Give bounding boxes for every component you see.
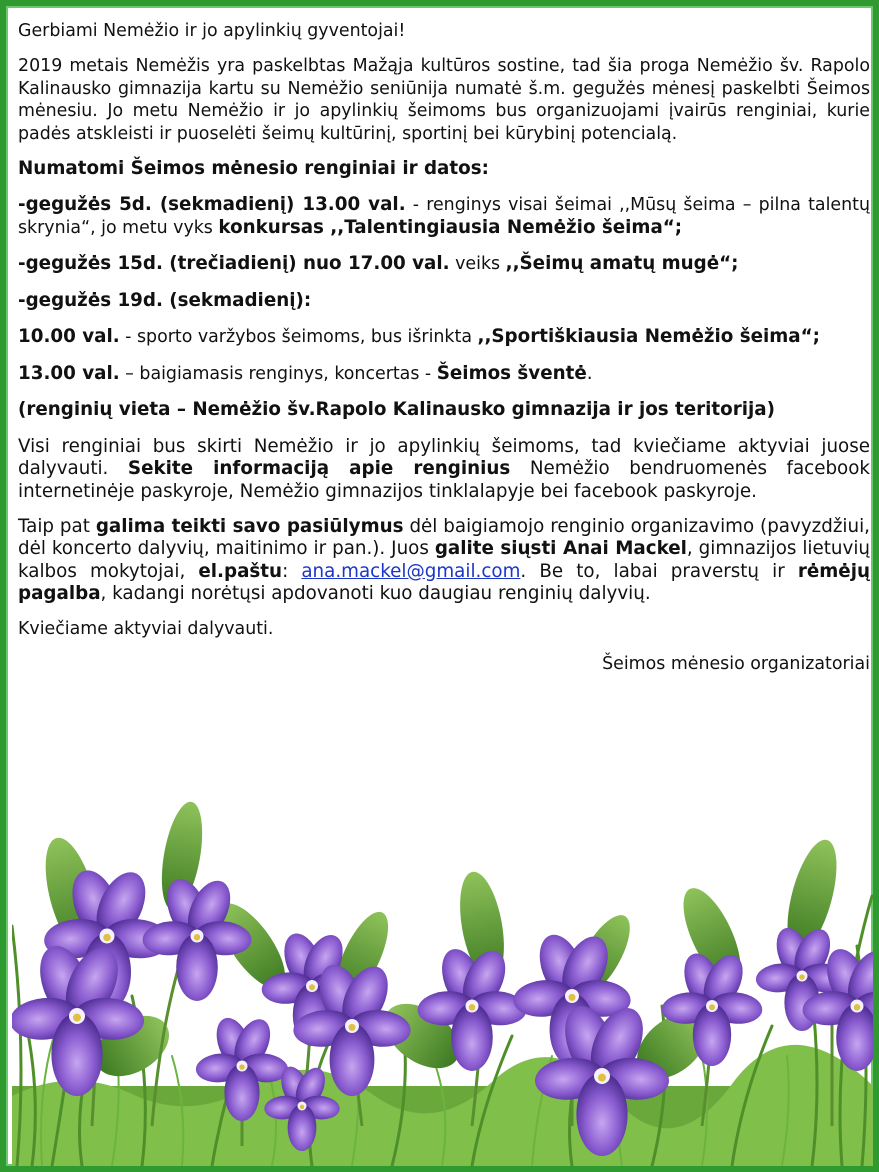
- prop-bold-1: galima teikti savo pasiūlymus: [95, 515, 404, 537]
- invite-paragraph: [18, 436, 870, 504]
- proposals-paragraph: [18, 516, 870, 606]
- prop-bold-3: el.paštu: [198, 560, 283, 582]
- event-sport-title: ,,Sportiškiausia Nemėžio šeima“;: [477, 326, 820, 347]
- greeting: Gerbiami Nemėžio ir jo apylinkių gyventojai!: [18, 21, 406, 41]
- events-heading: [18, 158, 870, 181]
- prop-text-2: dėl baigiamojo renginio organizavimo (pavyzdžiui, dėl koncerto dalyvių, maitinimo ir pan.). Juos: [18, 515, 870, 559]
- event-may-19-date: -gegužės 19d. (sekmadienį):: [18, 289, 312, 311]
- event-may-19-concert: [18, 363, 870, 386]
- intro-paragraph: 2019 metais Nemėžis yra paskelbtas Mažąja kultūros sostine, tad šia proga Nemėžio šv. Rapolo Kalinausko gimnazija kartu su Nemėžio seniūnija numatė š.m. gegužės mėnesį paskelbti Šeimos mėnesiu. Jo metu Nemėžio ir jo apylinkių šeimoms bus organizuojami įvairūs renginiai, kurie padės atskleisti ir puoselėti šeimų kultūrinį, sportinį bei kūrybinį potencialą.: [18, 56, 870, 144]
- event-may-5-contest: konkursas ,,Talentingiausia Nemėžio šeima“;: [218, 216, 683, 238]
- prop-text-5: . Be to, labai praverstų ir: [520, 560, 798, 582]
- prop-bold-4: rėmėjų pagalba: [18, 560, 870, 604]
- prop-text-6: , kadangi norėtųsi apdovanoti kuo daugiau renginių dalyvių.: [100, 583, 651, 604]
- event-may-5-date: -gegužės 5d. (sekmadienį) 13.00 val.: [18, 194, 406, 215]
- letter-content: [18, 20, 870, 688]
- event-may-15-text: veiks: [449, 254, 506, 274]
- prop-bold-2: galite siųsti Anai Mackel: [434, 538, 687, 559]
- event-may-15-date: -gegužės 15d. (trečiadienį) nuo 17.00 val.: [18, 253, 450, 274]
- events-heading-text: Numatomi Šeimos mėnesio renginiai ir datos:: [18, 157, 489, 179]
- event-may-5: [18, 194, 870, 239]
- venue-text: (renginių vieta – Nemėžio šv.Rapolo Kalinausko gimnazija ir jos teritorija): [18, 399, 775, 420]
- event-may-19-sport: [18, 326, 870, 349]
- invite-text-1: Visi renginiai bus skirti Nemėžio ir jo apylinkių šeimoms, tad kviečiame aktyviai juose dalyvauti.: [18, 435, 870, 479]
- invite-text-2: Nemėžio bendruomenės facebook internetinėje paskyroje, Nemėžio gimnazijos tinklalapyje bei facebook paskyroje.: [18, 458, 871, 502]
- event-may-15: [18, 253, 870, 276]
- event-concert-text: – baigiamasis renginys, koncertas -: [119, 363, 437, 384]
- prop-text-3: , gimnazijos lietuvių kalbos mokytojai,: [18, 538, 870, 582]
- closing-line: Kviečiame aktyviai dalyvauti.: [18, 619, 274, 639]
- event-may-15-fair: ,,Šeimų amatų mugė“;: [505, 253, 739, 274]
- event-concert-title: Šeimos šventė: [436, 362, 587, 384]
- prop-text-4: :: [282, 560, 302, 582]
- invite-follow-info: Sekite informaciją apie renginius: [127, 458, 511, 479]
- email-link[interactable]: ana.mackel@gmail.com: [301, 560, 521, 582]
- event-may-5-text: - renginys visai šeimai ,,Mūsų šeima – pilna talentų skrynia“, jo metu vyks: [18, 195, 870, 238]
- venue-line: [18, 399, 870, 422]
- event-sport-time: 10.00 val.: [18, 326, 120, 347]
- event-sport-text: - sporto varžybos šeimoms, bus išrinkta: [119, 327, 478, 347]
- signature: Šeimos mėnesio organizatoriai: [602, 654, 870, 674]
- prop-text-1: Taip pat: [18, 515, 96, 537]
- event-may-19: [18, 290, 870, 313]
- event-concert-end: .: [586, 362, 593, 384]
- event-concert-time: 13.00 val.: [18, 362, 120, 384]
